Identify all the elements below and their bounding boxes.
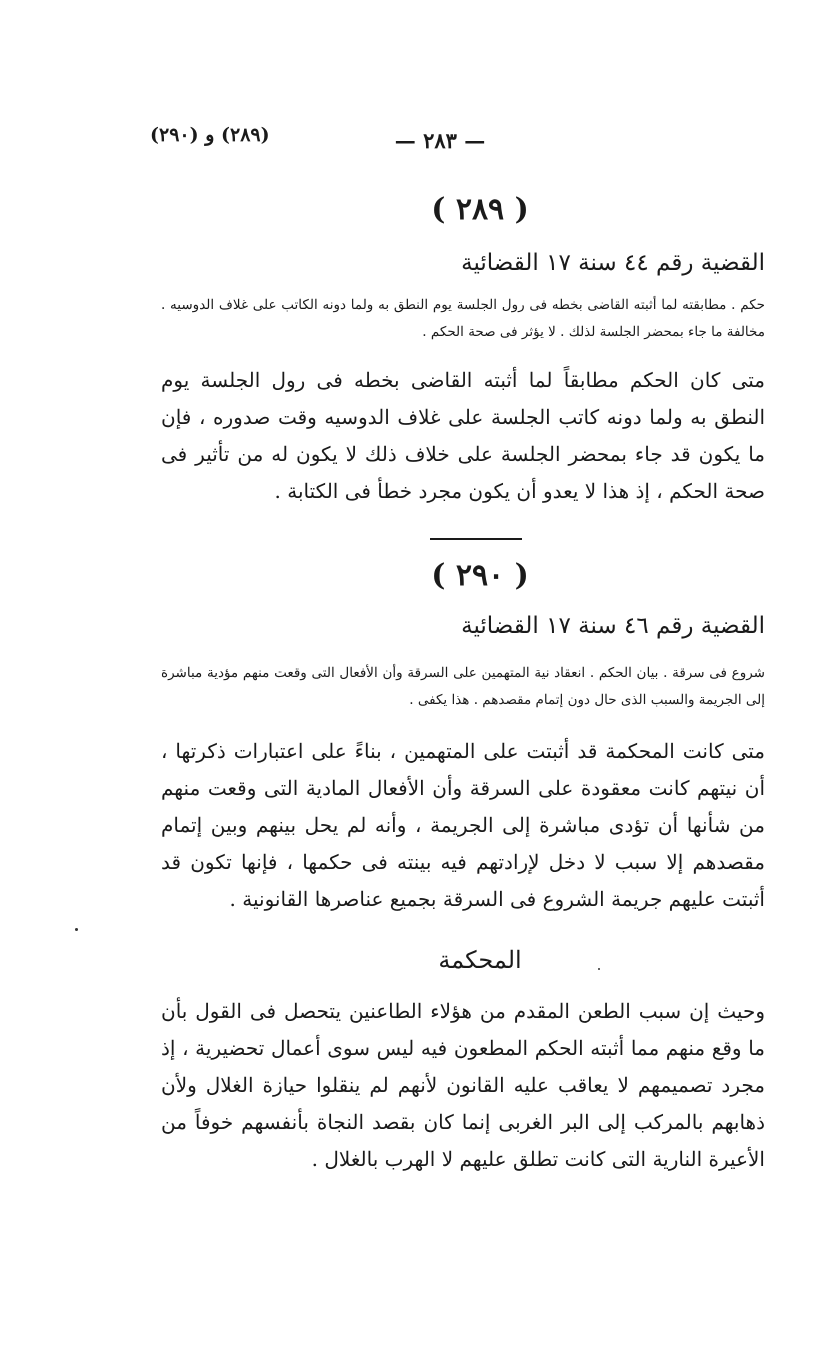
- section-divider: [430, 538, 522, 540]
- case-number-heading: ( ٢٨٩ ): [431, 192, 529, 227]
- stray-dot-mark: [598, 968, 600, 970]
- case-summary: شروع فى سرقة . بيان الحكم . انعقاد نية المتهمين على السرقة وأن الأفعال التى وقعت منهم مؤدية مباشرة إلى الجريمة والسبب الذى حال دون إتمام مقصدهم . هذا يكفى .: [161, 665, 765, 708]
- case-number-heading: ( ٢٩٠ ): [431, 558, 529, 593]
- stray-dot-mark: [75, 928, 78, 931]
- running-head: (٢٨٩) و (٢٩٠): [150, 124, 270, 146]
- court-section-heading: المحكمة: [438, 946, 522, 974]
- case-body-paragraph: متى كانت المحكمة قد أثبتت على المتهمين ، بناءً على اعتبارات ذكرتها ، أن نيتهم كانت معقودة على السرقة وأن الأفعال المادية التى وقعت منهم من شأنها أن تؤدى مباشرة إلى الجريمة ، وأنه لم يحل بينهم وبين إتمام مقصدهم إلا سبب لا دخل لإرادتهم فيه بينته فى حكمها ، فإنها تكون قد أثبتت عليهم جريمة الشروع فى السرقة بجميع عناصرها القانونية .: [161, 739, 765, 911]
- case-reference: القضية رقم ٤٤ سنة ١٧ القضائية: [461, 250, 765, 276]
- court-reasoning-paragraph: وحيث إن سبب الطعن المقدم من هؤلاء الطاعنين يتحصل فى القول بأن ما وقع منهم مما أثبته الحكم المطعون فيه ليس سوى أعمال تحضيرية ، إذ مجرد تصميمهم لا يعاقب عليه القانون لأنهم لم ينقلوا حيازة الغلال ولأن ذهابهم بالمركب إلى البر الغربى إنما كان بقصد النجاة بأنفسهم خوفاً من الأعيرة النارية التى كانت تطلق عليهم لا الهرب بالغلال .: [161, 999, 765, 1171]
- case-reference: القضية رقم ٤٦ سنة ١٧ القضائية: [461, 613, 765, 639]
- case-summary: حكم . مطابقته لما أثبته القاضى بخطه فى رول الجلسة يوم النطق به ولما دونه الكاتب على غلاف الدوسيه . مخالفة ما جاء بمحضر الجلسة لذلك . لا يؤثر فى صحة الحكم .: [161, 297, 765, 340]
- page-number: — ٢٨٣ —: [394, 128, 486, 153]
- case-body-paragraph: متى كان الحكم مطابقاً لما أثبته القاضى بخطه فى رول الجلسة يوم النطق به ولما دونه كاتب الجلسة على غلاف الدوسيه وقت صدوره ، فإن ما يكون قد جاء بمحضر الجلسة على خلاف ذلك لا يكون له من تأثير فى صحة الحكم ، إذ هذا لا يعدو أن يكون مجرد خطأ فى الكتابة .: [161, 368, 765, 503]
